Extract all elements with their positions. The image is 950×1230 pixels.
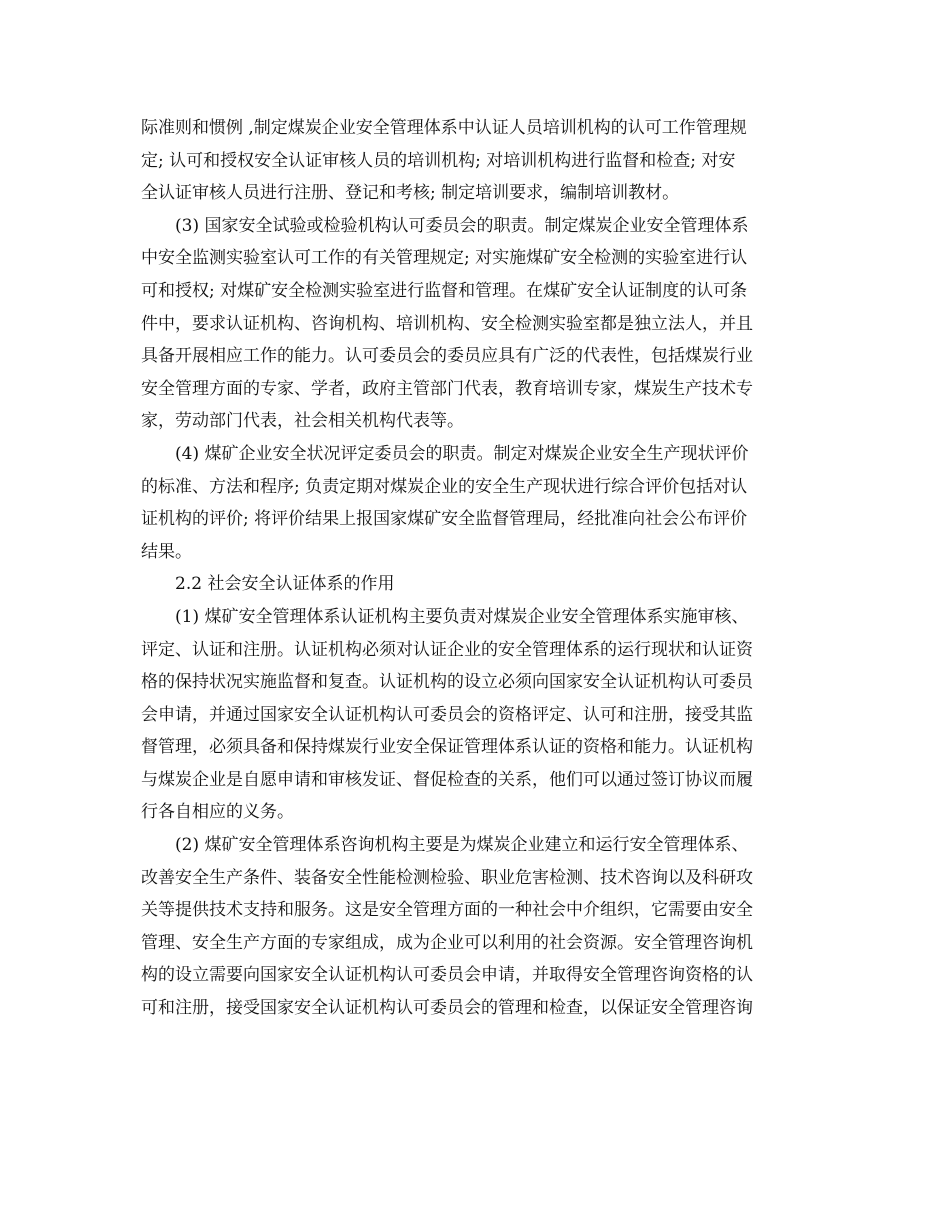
text-line: 会申请，并通过国家安全认证机构认可委员会的资格评定、认可和注册，接受其监 bbox=[141, 704, 753, 725]
text-line: 家，劳动部门代表，社会相关机构代表等。 bbox=[141, 411, 464, 432]
paragraph-start-line: (4) 煤矿企业安全状况评定委员会的职责。制定对煤炭企业安全生产现状评价 bbox=[175, 443, 749, 464]
body-text bbox=[141, 112, 816, 1025]
text-line: 证机构的评价; 将评价结果上报国家煤矿安全监督管理局，经批准向社会公布评价 bbox=[141, 509, 748, 530]
paragraph-start-line: (2) 煤矿安全管理体系咨询机构主要是为煤炭企业建立和运行安全管理体系、 bbox=[175, 835, 749, 856]
text-line: 格的保持状况实施监督和复查。认证机构的设立必须向国家安全认证机构认可委员 bbox=[141, 672, 753, 693]
text-line: 定; 认可和授权安全认证审核人员的培训机构; 对培训机构进行监督和检查; 对安 bbox=[141, 150, 736, 171]
text-line: 改善安全生产条件、装备安全性能检测检验、职业危害检测、技术咨询以及科研攻 bbox=[141, 867, 753, 888]
text-line: 可和注册，接受国家安全认证机构认可委员会的管理和检查，以保证安全管理咨询 bbox=[141, 998, 753, 1019]
text-line: 安全管理方面的专家、学者，政府主管部门代表，教育培训专家，煤炭生产技术专 bbox=[141, 378, 753, 399]
text-line: 际准则和惯例 ,制定煤炭企业安全管理体系中认证人员培训机构的认可工作管理规 bbox=[141, 118, 747, 138]
text-line: 结果。 bbox=[141, 541, 192, 562]
section-heading: 2.2 社会安全认证体系的作用 bbox=[175, 574, 395, 595]
text-line: 的标准、方法和程序; 负责定期对煤炭企业的安全生产现状进行综合评价包括对认 bbox=[141, 476, 748, 497]
text-line: 与煤炭企业是自愿申请和审核发证、督促检查的关系，他们可以通过签订协议而履 bbox=[141, 769, 753, 790]
text-line: 中安全监测实验室认可工作的有关管理规定; 对实施煤矿安全检测的实验室进行认 bbox=[141, 248, 748, 269]
text-line: 行各自相应的义务。 bbox=[141, 802, 294, 823]
text-line: 具备开展相应工作的能力。认可委员会的委员应具有广泛的代表性，包括煤炭行业 bbox=[141, 346, 753, 367]
paragraph-start-line: (3) 国家安全试验或检验机构认可委员会的职责。制定煤炭企业安全管理体系 bbox=[175, 215, 749, 236]
paragraph-start-line: (1) 煤矿安全管理体系认证机构主要负责对煤炭企业安全管理体系实施审核、 bbox=[175, 606, 749, 627]
text-line: 可和授权; 对煤矿安全检测实验室进行监督和管理。在煤矿安全认证制度的认可条 bbox=[141, 280, 748, 301]
text-line: 督管理，必须具备和保持煤炭行业安全保证管理体系认证的资格和能力。认证机构 bbox=[141, 737, 753, 758]
text-line: 件中，要求认证机构、咨询机构、培训机构、安全检测实验室都是独立法人，并且 bbox=[141, 313, 753, 334]
text-line: 管理、安全生产方面的专家组成，成为企业可以利用的社会资源。安全管理咨询机 bbox=[141, 932, 753, 953]
text-line: 评定、认证和注册。认证机构必须对认证企业的安全管理体系的运行现状和认证资 bbox=[141, 639, 753, 660]
text-line: 关等提供技术支持和服务。这是安全管理方面的一种社会中介组织，它需要由安全 bbox=[141, 900, 753, 921]
text-line: 构的设立需要向国家安全认证机构认可委员会申请，并取得安全管理咨询资格的认 bbox=[141, 965, 753, 986]
text-line: 全认证审核人员进行注册、登记和考核; 制定培训要求，编制培训教材。 bbox=[141, 183, 680, 204]
